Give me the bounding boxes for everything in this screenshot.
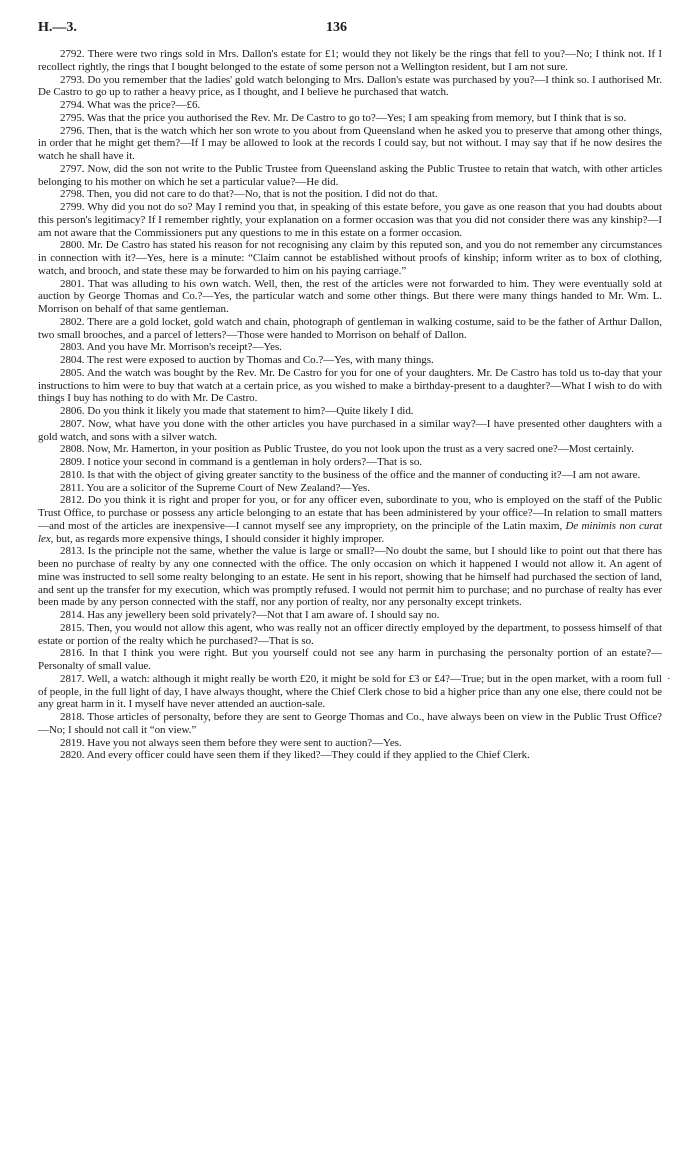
question-number: 2801. [60,277,85,290]
question-text: Mr. De Castro has stated his reason for not recognising any claim by this reputed son, and you do not remember any circumstances in connection with it?—Yes, here is a minute: “Claim cannot be established without proofs of kinship; inform writer as to box of clothing, watch, and brooch, and state these may be forwarded to him on his paying carriage.” [38,239,662,277]
question-text: Do you think it likely you made that statement to him?—Quite likely I did. [87,405,414,417]
question-text: Then, that is the watch which her son wrote to you about from Queensland when he asked you to preserve that among other things, in order that he might get them?—If I may be allowed to look at the records I could say, but not without. I may say that if he now desires the watch he shall have it. [38,124,662,162]
question-number: 2819. [60,736,85,749]
question-text: Then, you would not allow this agent, who was really not an officer directly employed by the department, to possess himself of that estate or portion of the realty which he purchased?—That is so. [38,621,662,647]
question-2792 [38,48,662,74]
question-2795 [38,112,662,125]
question-text: Well, a watch: although it might really be worth £20, it might be sold for £3 or £4?—True; but in the open market, with a room full of people, in the full light of day, I have always thought, where the Chief Clerk chose to bid a higher price than any one else, there could not be any great harm in it. I myself have never attended an auction-sale. [38,672,662,711]
question-number: 2810. [60,468,85,481]
question-number: 2799. [60,201,85,213]
question-2793 [38,74,662,100]
question-text: Those articles of personalty, before they are sent to George Thomas and Co., have always been on view in the Public Trust Office?—No; I should not call it “on view.” [38,711,662,736]
question-2810 [38,469,662,482]
question-text: Then, you did not care to do that?—No, that is not the position. I did not do that. [87,188,438,201]
question-text: I notice your second in command is a gentleman in holy orders?—That is so. [87,456,422,468]
question-2812 [38,494,662,545]
question-text: Has any jewellery been sold privately?—Not that I am aware of. I should say no. [87,609,440,621]
question-2819 [38,737,662,750]
question-2803 [38,341,662,354]
question-text: There were two rings sold in Mrs. Dallon's estate for £1; would they not likely be the rings that fell to you?—No; I think not. If I recollect rightly, the rings that I bought belonged to the estate of some person not a Wellington resident, but I am not sure. [38,48,662,73]
question-text: And the watch was bought by the Rev. Mr. De Castro for you for one of your daughters. Mr. De Castro has told us to-day that your instructions to him were to buy that watch at a certain price, as you wished to make a birthday-present to a daughter?—What I wish to do with things I buy has nothing to do with Mr. De Castro. [38,366,662,405]
question-number: 2797. [60,162,85,175]
question-2820 [38,749,662,762]
question-2818 [38,711,662,737]
question-text: That was alluding to his own watch. Well, then, the rest of the articles were not forwarded to him. They were eventually sold at auction by George Thomas and Co.?—Yes, the particular watch and some other things. But there were many things handed to Mr. Wm. L. Morrison on behalf of that same gentleman. [38,277,662,315]
question-number: 2813. [60,545,85,558]
question-2800 [38,239,662,277]
question-number: 2795. [60,111,85,124]
question-text: Do you remember that the ladies' gold watch belonging to Mrs. Dallon's estate was purchased by you?—I think so. I authorised Mr. De Castro to go up to rather a heavy price, as I thought, and I believe he purchased that watch. [38,73,663,99]
question-number: 2804. [60,354,85,366]
question-text: In that I think you were right. But you yourself could not see any harm in purchasing the personalty portion of an estate?—Personalty of small value. [38,647,663,672]
question-2809 [38,456,662,469]
question-text: Now, Mr. Hamerton, in your position as Public Trustee, do you not look upon the trust as a very sacred one?—Most certainly. [87,443,634,456]
question-text: Why did you not do so? May I remind you that, in speaking of this estate before, you gave as one reason that you had doubts about this person's legitimacy? If I remember rightly, your explanation on a former occasion was that you did not consider there was any kinship?—I am not aware that the Commissioners put any questions to me in this estate on a former occasion. [38,201,662,239]
question-number: 2796. [60,124,85,137]
question-2798 [38,188,662,201]
question-2801 [38,278,662,316]
question-text: Now, did the son not write to the Public Trustee from Queensland asking the Public Trustee to retain that watch, with other articles belonging to his mother on which he set a particular value?—He did. [38,162,662,188]
document-body [38,48,662,762]
question-number: 2805. [60,366,85,379]
question-text: And you have Mr. Morrison's receipt?—Yes. [86,341,282,354]
question-2815 [38,622,662,648]
question-number: 2800. [60,239,85,252]
question-text: Is the principle not the same, whether the value is large or small?—No doubt the same, but I should like to point out that there has been no purchase of realty by any one connected with the office. The only occasion on which it happened I would not allow it. An agent of mine was instructed to sell some realty belonging to an estate. He sent in his report, showing that he himself had purchased the section of land, and sent up the transfer for my execution, which was promptly refused. I would not permit him to purchase; and no purchase of realty has ever been made by any person connected with the staff, nor any portion of realty, nor any personalty except trinkets. [38,545,662,609]
question-number: 2808. [60,443,85,456]
question-2807 [38,418,662,444]
question-2814 [38,609,662,622]
question-text: Have you not always seen them before they were sent to auction?—Yes. [87,736,402,749]
question-number: 2817. [60,672,85,685]
question-number: 2809. [60,456,85,468]
question-2811 [38,482,662,495]
question-text: Is that with the object of giving greater sanctity to the business of the office and the manner of conducting it?—I am not aware. [87,468,641,481]
question-2806 [38,405,662,418]
question-2808 [38,443,662,456]
question-2794 [38,99,662,112]
question-number: 2812. [60,494,85,507]
question-number: 2803. [60,341,85,354]
question-text: The rest were exposed to auction by Thomas and Co.?—Yes, with many things. [87,354,434,366]
question-number: 2815. [60,621,85,634]
question-number: 2807. [60,417,85,430]
question-text-tail: but, as regards more expensive things, I should consider it highly improper. [56,532,385,545]
question-number: 2814. [60,609,85,621]
question-text: You are a solicitor of the Supreme Court of New Zealand?—Yes. [86,481,370,494]
question-2796 [38,125,662,163]
question-2799 [38,201,662,239]
question-number: 2811. [60,481,85,494]
question-number: 2793. [60,73,85,86]
question-2813 [38,545,662,609]
question-number: 2806. [60,405,85,417]
section-code: H.—3. [38,20,77,35]
question-number: 2820. [60,749,85,762]
question-text: What was the price?—£6. [87,99,201,111]
latin-maxim: De minimis non curat lex, [38,519,663,545]
margin-dot: · [667,673,671,685]
question-2797 [38,163,662,189]
question-number: 2818. [60,711,85,723]
question-2816 [38,647,662,673]
question-number: 2792. [60,48,85,60]
question-text: Was that the price you authorised the Rev. Mr. De Castro to go to?—Yes; I am speaking from memory, but I think that is so. [87,111,627,124]
question-2817 [38,673,662,711]
question-number: 2798. [60,188,85,201]
question-text: And every officer could have seen them if they liked?—They could if they applied to the Chief Clerk. [86,749,530,762]
question-text: Do you think it is right and proper for you, or for any officer even, subordinate to you, who is employed on the staff of the Public Trust Office, to purchase or possess any article belonging to an estate that has been administered by your office?—In relation to small matters—and most of the articles are inexpensive—I cannot myself see any impropriety, on the principle of the Latin maxim, [38,494,662,532]
question-2805 [38,367,662,405]
question-number: 2794. [60,99,85,111]
question-number: 2802. [60,315,85,328]
page-number: 136 [326,20,347,35]
question-2802 [38,316,662,342]
question-2804 [38,354,662,367]
question-number: 2816. [60,647,85,660]
question-text: There are a gold locket, gold watch and chain, photograph of gentleman in walking costume, said to be the father of Arthur Dallon, two small brooches, and a parcel of letters?—Those were handed to Morrison on behalf of Dallon. [38,315,662,341]
question-text: Now, what have you done with the other articles you have purchased in a similar way?—I have presented other daughters with a gold watch, and sons with a silver watch. [38,417,663,443]
